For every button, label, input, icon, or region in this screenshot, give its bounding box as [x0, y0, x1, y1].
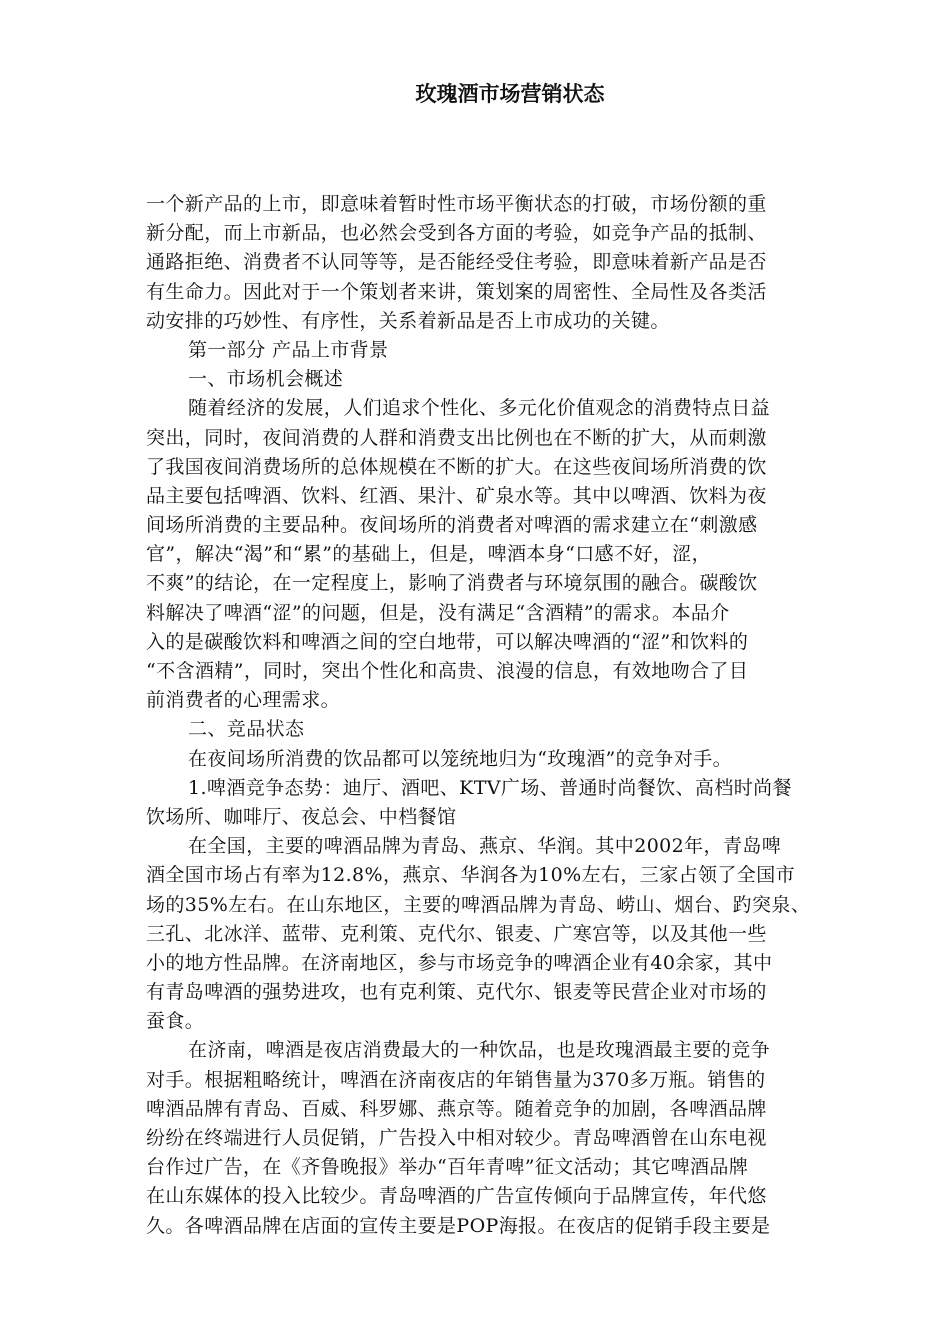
text-line: 酒全国市场占有率为12.8%，燕京、华润各为10%左右，三家占领了全国市: [146, 864, 795, 887]
text-line: 不爽”的结论，在一定程度上，影响了消费者与环境氛围的融合。碳酸饮: [146, 572, 758, 595]
text-line: 随着经济的发展，人们追求个性化、多元化价值观念的消费特点日益: [188, 397, 771, 420]
text-line: 在夜间场所消费的饮品都可以笼统地归为“玫瑰酒”的竞争对手。: [188, 747, 733, 770]
text-line: 小的地方性品牌。在济南地区，参与市场竞争的啤酒企业有40余家，其中: [146, 951, 773, 974]
text-line: 有生命力。因此对于一个策划者来讲，策划案的周密性、全局性及各类活: [146, 280, 767, 303]
text-line: 官”，解决“渴”和“累”的基础上，但是，啤酒本身“口感不好，涩，: [146, 543, 712, 566]
text-line: 在济南，啤酒是夜店消费最大的一种饮品，也是玫瑰酒最主要的竞争: [188, 1039, 771, 1062]
text-line: 二、竞品状态: [188, 718, 305, 741]
text-line: 在全国，主要的啤酒品牌为青岛、燕京、华润。其中2002年，青岛啤: [188, 835, 782, 858]
text-line: 有青岛啤酒的强势进攻，也有克利策、克代尔、银麦等民营企业对市场的: [146, 981, 767, 1004]
text-line: 一个新产品的上市，即意味着暂时性市场平衡状态的打破，市场份额的重: [146, 193, 767, 215]
text-line: 通路拒绝、消费者不认同等等，是否能经受住考验，即意味着新产品是否: [146, 251, 767, 274]
text-line: 新分配，而上市新品，也必然会受到各方面的考验，如竞争产品的抵制、: [146, 222, 767, 245]
text-line: 料解决了啤酒“涩”的问题，但是，没有满足“含酒精”的需求。本品介: [146, 601, 730, 624]
text-line: 间场所消费的主要品种。夜间场所的消费者对啤酒的需求建立在“刺激感: [146, 514, 758, 537]
document-title: 玫瑰酒市场营销状态: [415, 81, 605, 106]
text-line: 饮场所、咖啡厅、夜总会、中档餐馆: [146, 805, 457, 828]
text-line: 了我国夜间消费场所的总体规模在不断的扩大。在这些夜间场所消费的饮: [146, 455, 767, 478]
text-line: 1.啤酒竞争态势：迪厅、酒吧、KTV广场、普通时尚餐饮、高档时尚餐: [188, 776, 792, 799]
text-line: 纷纷在终端进行人员促销，广告投入中相对较少。青岛啤酒曾在山东电视: [146, 1127, 767, 1149]
text-line: 动安排的巧妙性、有序性，关系着新品是否上市成功的关键。: [146, 309, 670, 332]
text-line: 啤酒品牌有青岛、百威、科罗娜、燕京等。随着竞争的加剧，各啤酒品牌: [146, 1097, 767, 1120]
text-line: “不含酒精”，同时，突出个性化和高贵、浪漫的信息，有效地吻合了目: [146, 660, 749, 682]
text-line: 突出，同时，夜间消费的人群和消费支出比例也在不断的扩大，从而刺激: [146, 426, 767, 449]
text-line: 对手。根据粗略统计，啤酒在济南夜店的年销售量为370多万瓶。销售的: [146, 1068, 766, 1091]
document-body: [146, 190, 906, 1241]
text-line: 入的是碳酸饮料和啤酒之间的空白地带，可以解决啤酒的“涩”和饮料的: [146, 630, 749, 653]
text-line: 一、市场机会概述: [188, 368, 344, 391]
text-line: 场的35%左右。在山东地区，主要的啤酒品牌为青岛、崂山、烟台、趵突泉、: [146, 893, 811, 916]
text-line: 前消费者的心理需求。: [146, 689, 341, 712]
text-line: 在山东媒体的投入比较少。青岛啤酒的广告宣传倾向于品牌宣传，年代悠: [146, 1185, 767, 1208]
text-line: 品主要包括啤酒、饮料、红酒、果汁、矿泉水等。其中以啤酒、饮料为夜: [146, 484, 767, 507]
text-line: 久。各啤酒品牌在店面的宣传主要是POP海报。在夜店的促销手段主要是: [146, 1214, 771, 1237]
text-line: 三孔、北冰洋、蓝带、克利策、克代尔、银麦、广寒宫等，以及其他一些: [146, 922, 767, 945]
text-line: 蚕食。: [146, 1010, 205, 1033]
text-line: 台作过广告，在《齐鲁晚报》举办“百年青啤”征文活动；其它啤酒品牌: [146, 1156, 749, 1179]
text-line: 第一部分 产品上市背景: [188, 338, 389, 361]
